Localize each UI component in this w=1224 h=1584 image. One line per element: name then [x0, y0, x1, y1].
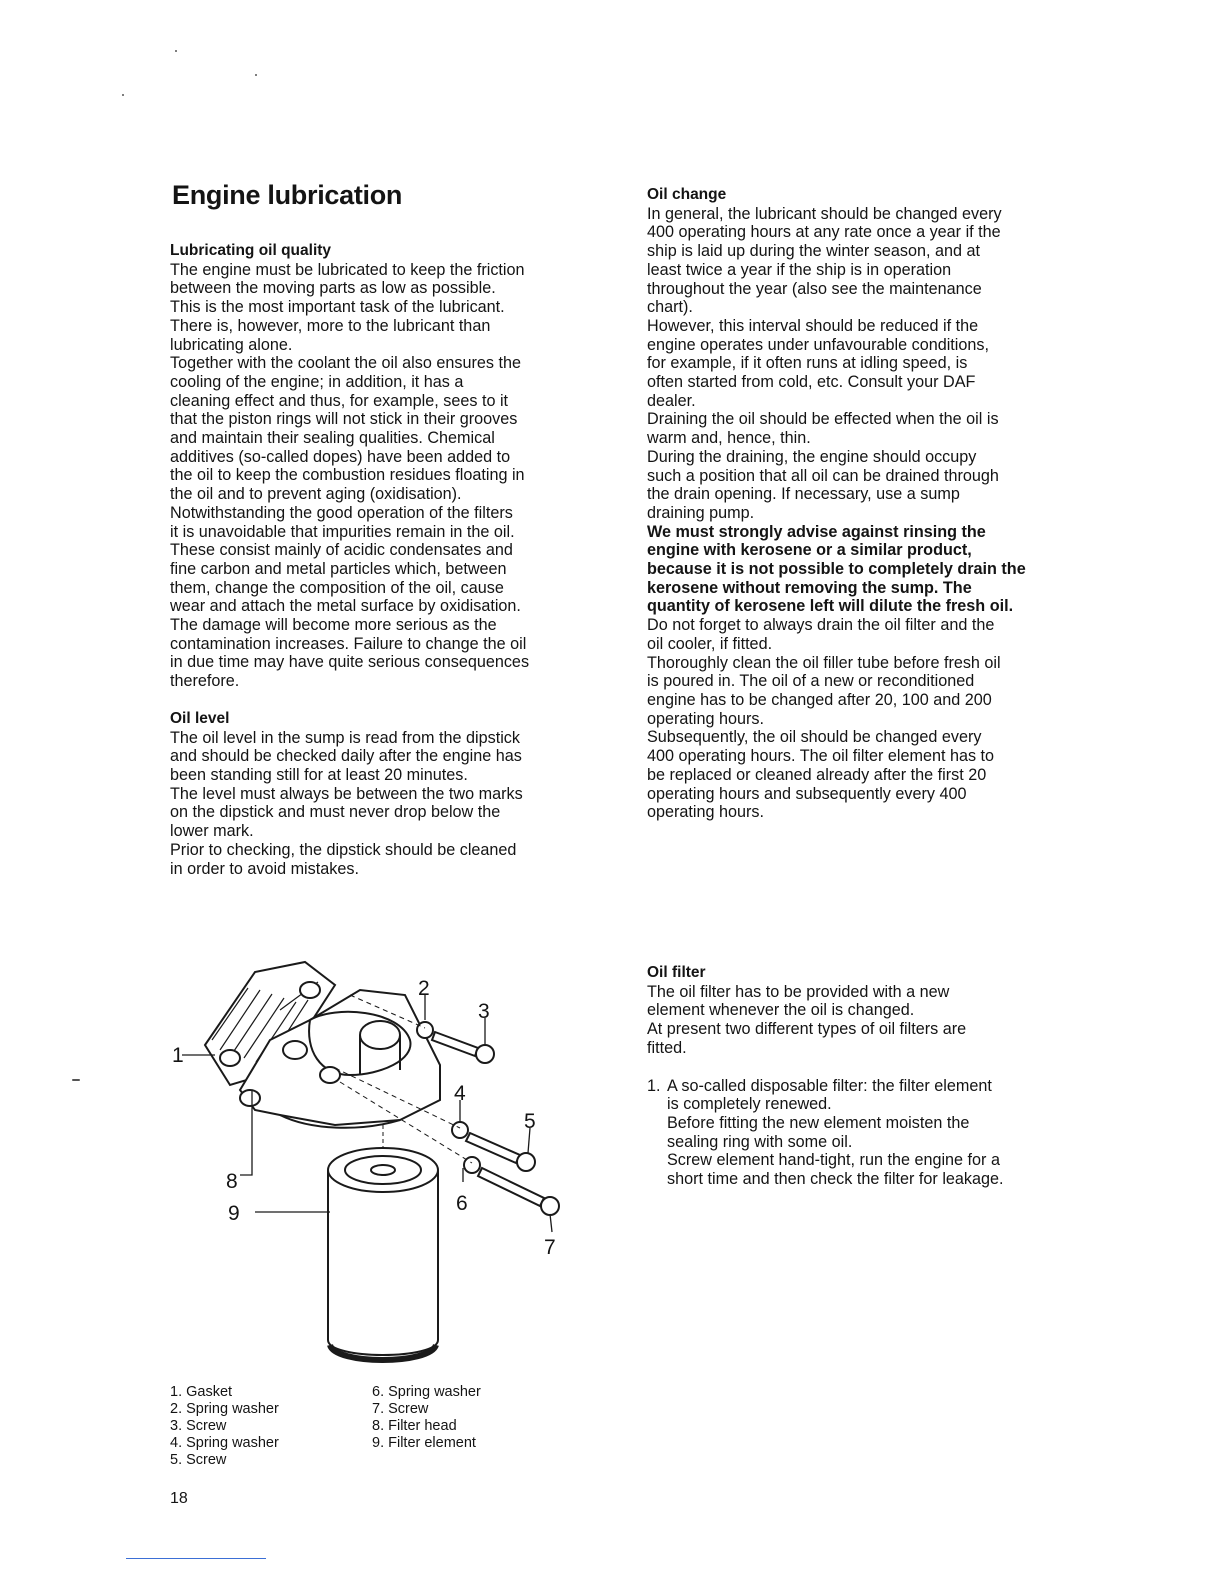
- text-line: lubricating alone.: [170, 335, 293, 354]
- text-line: fitted.: [647, 1038, 687, 1057]
- text-line: The oil level in the sump is read from the dipstick: [170, 728, 520, 747]
- text-line: engine has to be changed after 20, 100 and 200: [647, 690, 992, 709]
- text-line: The engine must be lubricated to keep the friction: [170, 260, 525, 279]
- text-line: quantity of kerosene left will dilute the fresh oil.: [647, 597, 1014, 616]
- text-line: on the dipstick and must never drop below the: [170, 803, 501, 822]
- callout-5: 5: [524, 1110, 536, 1133]
- oil-level-heading: Oil level: [170, 709, 230, 727]
- text-line: because it is not possible to completely drain the: [647, 560, 1026, 579]
- text-line: the oil to keep the combustion residues floating in: [170, 466, 525, 485]
- list-item-text: [667, 1077, 1077, 1189]
- text-line: draining pump.: [647, 503, 755, 522]
- text-line: short time and then check the filter for leakage.: [667, 1170, 1004, 1189]
- text-line: kerosene without removing the sump. The: [647, 578, 972, 597]
- scan-speck: [72, 1079, 80, 1081]
- text-line: is completely renewed.: [667, 1095, 832, 1114]
- text-line: be replaced or cleaned already after the first 20: [647, 765, 987, 784]
- text-line: additives (so-called dopes) have been added to: [170, 447, 511, 466]
- callout-1: 1: [172, 1044, 184, 1067]
- text-line: Together with the coolant the oil also ensures the: [170, 354, 521, 373]
- callout-2: 2: [418, 977, 430, 1000]
- oil-filter-body: [647, 983, 1077, 1058]
- text-line: During the draining, the engine should occupy: [647, 447, 977, 466]
- text-line: and should be checked daily after the engine has: [170, 747, 522, 766]
- text-line: often started from cold, etc. Consult your DAF: [647, 373, 976, 392]
- text-line: sealing ring with some oil.: [667, 1132, 853, 1151]
- text-line: between the moving parts as low as possible.: [170, 279, 496, 298]
- text-line: fine carbon and metal particles which, between: [170, 559, 507, 578]
- text-line: that the piston rings will not stick in their grooves: [170, 410, 518, 429]
- left-column: [170, 242, 590, 878]
- oil-change-body-continued: [647, 616, 1077, 822]
- page-title: Engine lubrication: [172, 180, 403, 210]
- text-line: it is unavoidable that impurities remain in the oil.: [170, 522, 515, 541]
- text-line: operating hours and subsequently every 400: [647, 784, 967, 803]
- text-line: chart).: [647, 298, 693, 317]
- text-line: The oil filter has to be provided with a new: [647, 982, 950, 1001]
- oil-quality-body: [170, 261, 590, 691]
- text-line: wear and attach the metal surface by oxidisation.: [170, 597, 521, 616]
- text-line: dealer.: [647, 391, 696, 410]
- text-line: engine with kerosene or a similar product,: [647, 541, 972, 560]
- text-line: 400 operating hours at any rate once a year if the: [647, 223, 1001, 242]
- text-line: Subsequently, the oil should be changed every: [647, 728, 982, 747]
- text-line: At present two different types of oil filters are: [647, 1020, 967, 1039]
- text-line: the drain opening. If necessary, use a sump: [647, 485, 960, 504]
- oil-filter-section: [647, 964, 1077, 1189]
- text-line: Notwithstanding the good operation of the filters: [170, 503, 513, 522]
- oil-filter-heading: Oil filter: [647, 964, 706, 981]
- text-line: The damage will become more serious as the: [170, 616, 497, 635]
- callout-8: 8: [226, 1170, 238, 1193]
- text-line: oil cooler, if fitted.: [647, 634, 773, 653]
- bottom-rule: [126, 1558, 266, 1559]
- text-line: them, change the composition of the oil, cause: [170, 578, 504, 597]
- text-line: The level must always be between the two marks: [170, 784, 523, 803]
- text-line: operating hours.: [647, 709, 764, 728]
- scan-speck: [255, 74, 257, 76]
- text-line: 8. Filter head: [372, 1418, 457, 1434]
- oil-filter-exploded-diagram: [160, 950, 580, 1380]
- text-line: 400 operating hours. The oil filter element has to: [647, 747, 995, 766]
- text-line: Thoroughly clean the oil filler tube before fresh oil: [647, 653, 1001, 672]
- text-line: However, this interval should be reduced if the: [647, 316, 979, 335]
- text-line: We must strongly advise against rinsing the: [647, 522, 986, 541]
- text-line: such a position that all oil can be drained through: [647, 466, 999, 485]
- oil-level-body: [170, 729, 590, 879]
- text-line: ship is laid up during the winter season, and at: [647, 242, 980, 261]
- text-line: element whenever the oil is changed.: [647, 1001, 915, 1020]
- text-line: Prior to checking, the dipstick should be cleaned: [170, 840, 517, 859]
- text-line: 5. Screw: [170, 1452, 227, 1468]
- text-line: There is, however, more to the lubricant than: [170, 316, 491, 335]
- text-line: cleaning effect and thus, for example, sees to it: [170, 391, 509, 410]
- text-line: Before fitting the new element moisten the: [667, 1113, 970, 1132]
- callout-9: 9: [228, 1202, 240, 1225]
- text-line: cooling of the engine; in addition, it has a: [170, 372, 464, 391]
- callout-6: 6: [456, 1192, 468, 1215]
- scan-speck: [122, 94, 124, 96]
- callout-4: 4: [454, 1082, 466, 1105]
- text-line: engine operates under unfavourable conditions,: [647, 335, 989, 354]
- text-line: 9. Filter element: [372, 1435, 476, 1451]
- text-line: These consist mainly of acidic condensates and: [170, 541, 513, 560]
- text-line: lower mark.: [170, 822, 254, 841]
- text-line: been standing still for at least 20 minutes.: [170, 765, 468, 784]
- list-item: [647, 1077, 1077, 1189]
- kerosene-warning: [647, 523, 1077, 617]
- text-line: the oil and to prevent aging (oxidisation).: [170, 485, 462, 504]
- text-line: 2. Spring washer: [170, 1401, 279, 1417]
- text-line: 1. Gasket: [170, 1384, 233, 1400]
- screw-7-drawing: [464, 1157, 559, 1215]
- right-column: [647, 186, 1077, 822]
- oil-change-body: [647, 205, 1077, 523]
- text-line: 3. Screw: [170, 1418, 227, 1434]
- text-line: Do not forget to always drain the oil filter and the: [647, 616, 995, 635]
- text-line: in due time may have quite serious consequences: [170, 653, 530, 672]
- text-line: least twice a year if the ship is in operation: [647, 260, 952, 279]
- text-line: and maintain their sealing qualities. Chemical: [170, 429, 495, 448]
- legend-right: [372, 1384, 481, 1452]
- text-line: 7. Screw: [372, 1401, 429, 1417]
- text-line: Screw element hand-tight, run the engine for a: [667, 1151, 1000, 1170]
- text-line: contamination increases. Failure to change the oil: [170, 634, 527, 653]
- list-item-number: 1.: [647, 1076, 661, 1095]
- filter-element-drawing: [328, 1125, 438, 1360]
- text-line: 6. Spring washer: [372, 1384, 481, 1400]
- callout-7: 7: [544, 1236, 556, 1259]
- text-line: for example, if it often runs at idling speed, is: [647, 354, 968, 373]
- text-line: Draining the oil should be effected when the oil is: [647, 410, 999, 429]
- text-line: warm and, hence, thin.: [647, 429, 811, 448]
- text-line: 4. Spring washer: [170, 1435, 279, 1451]
- callout-3: 3: [478, 1000, 490, 1023]
- text-line: is poured in. The oil of a new or reconditioned: [647, 672, 975, 691]
- text-line: In general, the lubricant should be changed every: [647, 204, 1002, 223]
- text-line: in order to avoid mistakes.: [170, 859, 359, 878]
- text-line: A so-called disposable filter: the filter element: [667, 1076, 992, 1095]
- oil-change-heading: Oil change: [647, 186, 727, 203]
- legend-left: [170, 1384, 279, 1469]
- page-number: 18: [170, 1490, 188, 1507]
- text-line: throughout the year (also see the maintenance: [647, 279, 982, 298]
- oil-quality-heading: Lubricating oil quality: [170, 242, 332, 259]
- text-line: therefore.: [170, 672, 240, 691]
- scan-speck: [175, 50, 177, 52]
- text-line: operating hours.: [647, 803, 764, 822]
- text-line: This is the most important task of the lubricant.: [170, 298, 505, 317]
